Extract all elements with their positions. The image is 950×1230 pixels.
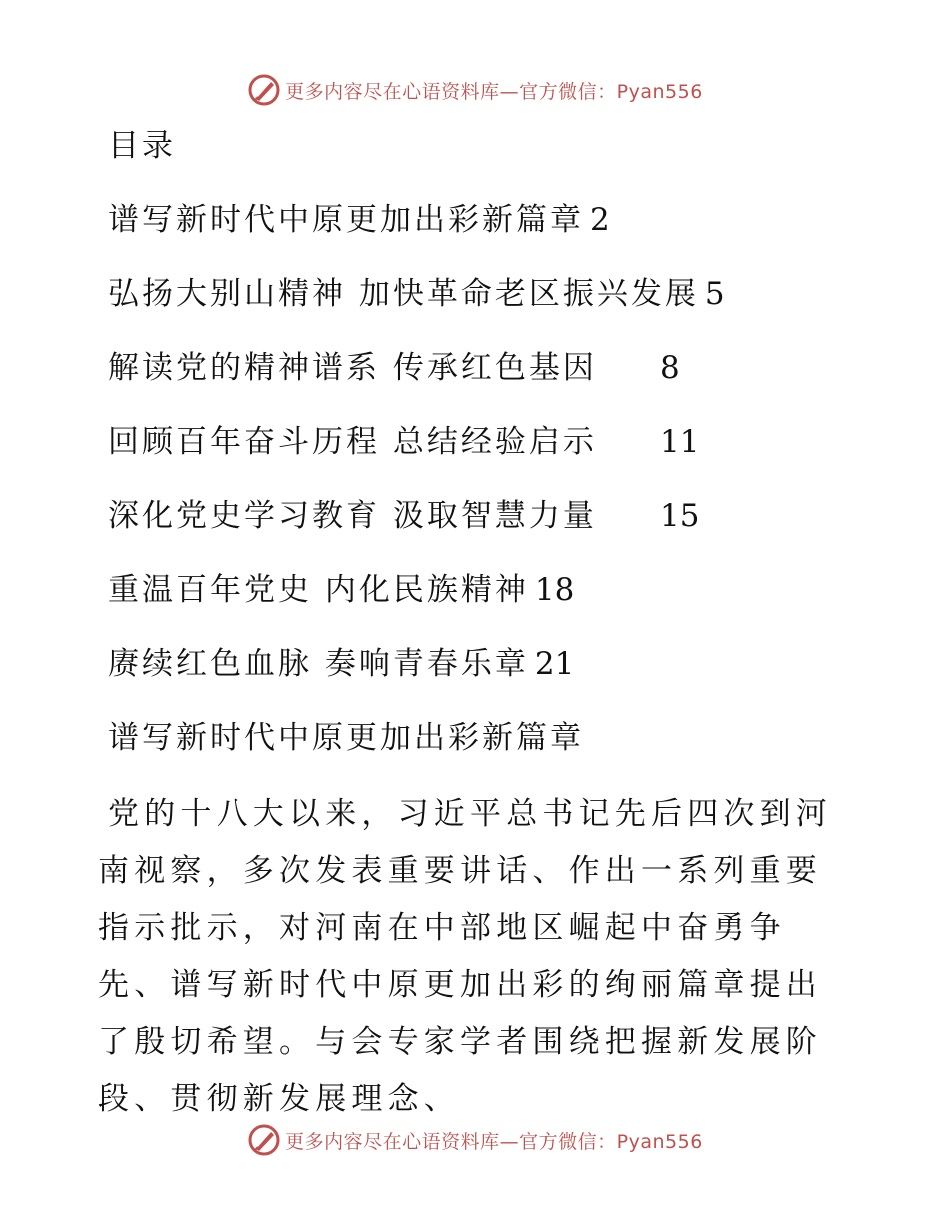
toc-item[interactable] <box>108 418 858 466</box>
toc-item-title: 回顾百年奋斗历程 总结经验启示 <box>108 424 597 460</box>
watermark-footer <box>0 1120 950 1160</box>
toc-item-title: 深化党史学习教育 汲取智慧力量 <box>108 498 597 534</box>
toc-item[interactable] <box>108 344 858 392</box>
toc-item[interactable] <box>108 196 858 244</box>
quill-pen-circle-icon <box>247 1123 281 1157</box>
toc-item-page: 21 <box>534 646 575 682</box>
toc-item[interactable] <box>108 492 858 540</box>
toc-item-page: 8 <box>660 350 680 386</box>
toc-item-page: 15 <box>660 498 700 534</box>
toc-item-title: 赓续红色血脉 奏响青春乐章 <box>108 646 529 682</box>
toc-item-title: 解读党的精神谱系 传承红色基因 <box>108 350 597 386</box>
toc-item-page: 2 <box>590 202 610 238</box>
table-of-contents <box>98 196 858 688</box>
toc-item-title: 重温百年党史 内化民族精神 <box>108 572 529 608</box>
body-paragraph: 党的十八大以来，习近平总书记先后四次到河南视察，多次发表重要讲话、作出一系列重要指示批示，对河南在中部地区崛起中奋勇争先、谱写新时代中原更加出彩的绚丽篇章提出了殷切希望。与会专家学者围绕把握新发展阶段、贯彻新发展理念、 <box>98 796 832 1117</box>
toc-item-page: 5 <box>704 276 725 312</box>
quill-pen-circle-icon <box>247 73 281 107</box>
watermark-text: 更多内容尽在心语资料库—官方微信：Pyan556 <box>285 1130 703 1153</box>
toc-title: 目录 <box>108 128 176 164</box>
toc-item[interactable] <box>108 270 858 318</box>
watermark-header <box>0 70 950 110</box>
toc-item-page: 18 <box>534 572 575 608</box>
watermark-text: 更多内容尽在心语资料库—官方微信：Pyan556 <box>285 80 703 103</box>
toc-item-page: 11 <box>660 424 700 460</box>
toc-item[interactable] <box>108 640 858 688</box>
toc-item-title: 谱写新时代中原更加出彩新篇章 <box>108 202 584 238</box>
toc-item[interactable] <box>108 566 858 614</box>
toc-item-title: 弘扬大别山精神 加快革命老区振兴发展 <box>108 276 699 312</box>
section-heading: 谱写新时代中原更加出彩新篇章 <box>108 720 584 756</box>
document-body <box>98 122 858 1128</box>
